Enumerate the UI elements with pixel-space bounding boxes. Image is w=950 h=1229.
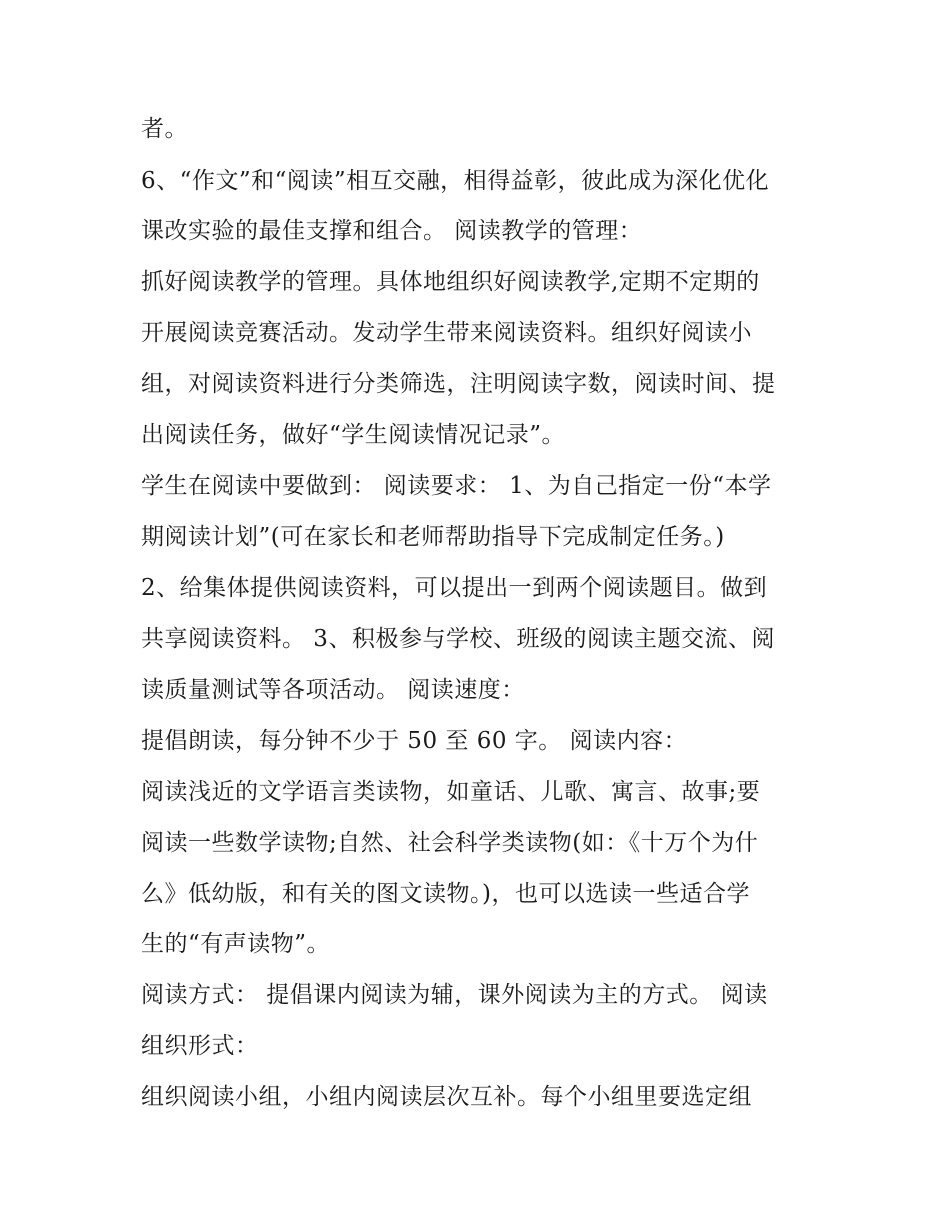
text-line: 者。 [141, 116, 188, 142]
text-line: 读质量测试等各项活动。 阅读速度： [141, 677, 525, 703]
text-line: 6、“作文”和“阅读”相互交融，相得益彰，彼此成为深化优化 [141, 168, 770, 194]
text-line: 组，对阅读资料进行分类筛选，注明阅读字数，阅读时间、提 [141, 371, 776, 397]
text-line: 组织形式： [141, 1033, 259, 1059]
text-line: 组织阅读小组，小组内阅读层次互补。每个小组里要选定组 [141, 1084, 752, 1110]
text-line: 抓好阅读教学的管理。具体地组织好阅读教学,定期不定期的 [141, 269, 760, 295]
text-line: 提倡朗读，每分钟不少于 50 至 60 字。 阅读内容： [141, 728, 688, 754]
text-line: 阅读方式： 提倡课内阅读为辅，课外阅读为主的方式。 阅读 [141, 982, 768, 1008]
text-line: 2、给集体提供阅读资料，可以提出一到两个阅读题目。做到 [141, 575, 768, 601]
text-line: 期阅读计划”(可在家长和老师帮助指导下完成制定任务。) [141, 524, 725, 550]
text-line: 课改实验的最佳支撑和组合。 阅读教学的管理： [141, 218, 643, 244]
text-line: 开展阅读竞赛活动。发动学生带来阅读资料。组织好阅读小 [141, 320, 752, 346]
text-line: 阅读一些数学读物;自然、社会科学类读物(如：《十万个为什 [141, 830, 759, 856]
text-line: 共享阅读资料。 3、积极参与学校、班级的阅读主题交流、阅 [141, 626, 775, 652]
text-line: 么》低幼版，和有关的图文读物。)，也可以选读一些适合学 [141, 881, 750, 907]
text-line: 阅读浅近的文学语言类读物，如童话、儿歌、寓言、故事;要 [141, 779, 761, 805]
text-line: 出阅读任务，做好“学生阅读情况记录”。 [141, 422, 566, 448]
text-line: 学生在阅读中要做到： 阅读要求： 1、为自己指定一份“本学 [141, 473, 772, 499]
text-line: 生的“有声读物”。 [141, 931, 331, 957]
